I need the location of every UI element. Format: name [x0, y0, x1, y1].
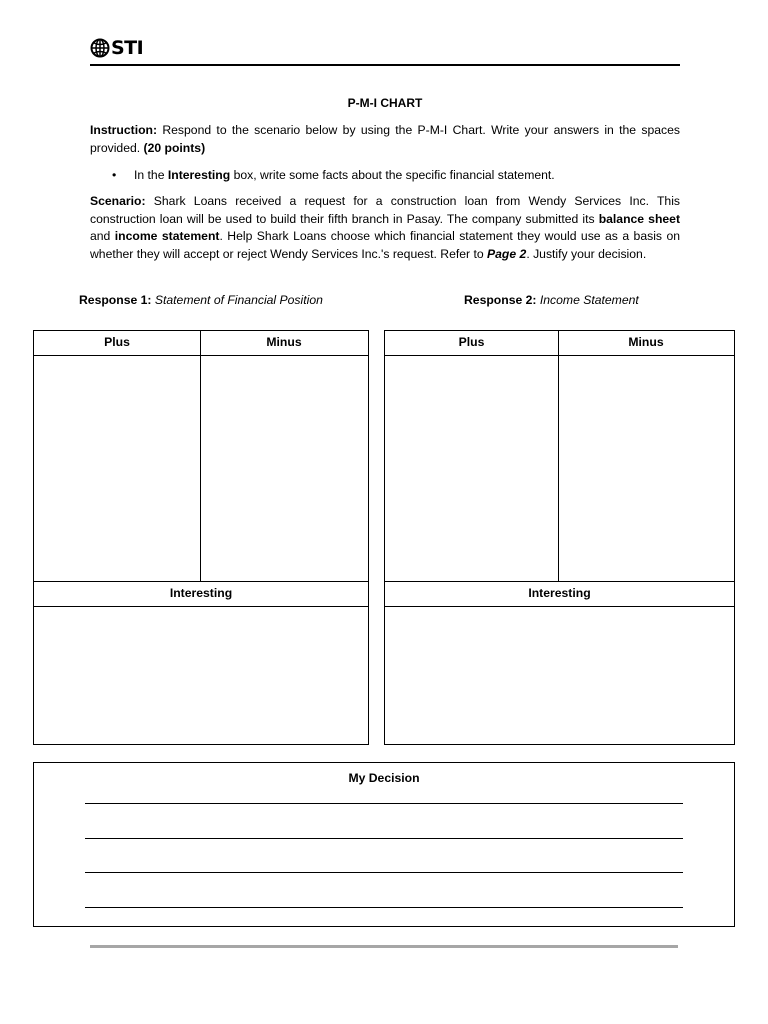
pmi-table-1-interesting-label: Interesting — [169, 586, 233, 600]
instruction-text: Respond to the scenario below by using the P-M-I Chart. Write your answers in the spaces provided. — [90, 123, 680, 155]
pmi-table-1-interesting-cell[interactable] — [34, 606, 368, 744]
scenario-text-3: . Help Shark Loans choose which financial statement they would use as a basis on whether they will accept or reject Wendy Services Inc.'s request. Refer to — [90, 229, 680, 261]
pmi-table-1-minus-label: Minus — [266, 335, 302, 349]
response-1 — [79, 293, 323, 307]
pmi-table-2-minus-label: Minus — [628, 335, 664, 349]
pmi-table-2-plus-cell[interactable] — [385, 355, 558, 581]
logo-text: STI — [111, 37, 144, 59]
instruction-points: (20 points) — [143, 140, 206, 155]
bullet-bold: Interesting — [167, 168, 231, 182]
scenario-bold-1: balance sheet — [598, 211, 680, 226]
pmi-table-2 — [384, 330, 735, 745]
bullet-item — [112, 168, 555, 182]
decision-line-4[interactable] — [85, 907, 683, 908]
decision-title: My Decision — [348, 771, 420, 785]
response-1-value: Statement of Financial Position — [154, 293, 323, 307]
scenario-text-4: . Justify your decision. — [526, 246, 647, 261]
pmi-table-1-minus-cell[interactable] — [201, 355, 368, 581]
response-1-label: Response 1: — [79, 293, 152, 307]
scenario-text-1: Shark Loans received a request for a construction loan from Wendy Services Inc. This construction loan will be used to build their fifth branch in Pasay. The company submitted its — [90, 194, 680, 226]
scenario-page-ref: Page 2 — [487, 246, 527, 261]
bullet-dot: • — [112, 168, 117, 182]
pmi-table-1 — [33, 330, 369, 745]
bullet-pre: In the — [134, 168, 168, 182]
pmi-table-2-interesting-cell[interactable] — [385, 606, 734, 744]
globe-icon — [90, 38, 110, 58]
page-title: P-M-I CHART — [347, 96, 423, 110]
instruction-paragraph — [90, 122, 680, 157]
instruction-label: Instruction: — [90, 123, 158, 137]
pmi-table-1-interesting-header — [34, 581, 368, 607]
scenario-text-2: and — [90, 229, 115, 244]
pmi-table-1-plus-label: Plus — [104, 335, 130, 349]
pmi-table-1-plus-cell[interactable] — [34, 355, 200, 581]
scenario-paragraph — [90, 193, 680, 263]
scenario-label: Scenario: — [90, 194, 146, 208]
decision-line-2[interactable] — [85, 838, 683, 839]
pmi-table-2-plus-label: Plus — [458, 335, 485, 349]
response-2 — [464, 293, 639, 307]
decision-line-1[interactable] — [85, 803, 683, 804]
bullet-post: box, write some facts about the specific financial statement. — [230, 168, 555, 182]
sti-logo — [90, 38, 143, 58]
pmi-table-2-minus-cell[interactable] — [559, 355, 734, 581]
decision-line-3[interactable] — [85, 872, 683, 873]
page-header — [90, 34, 680, 66]
pmi-table-2-interesting-label: Interesting — [528, 586, 591, 600]
response-2-label: Response 2: — [464, 293, 537, 307]
pmi-table-2-interesting-header — [385, 581, 734, 607]
scenario-bold-2: income statement — [114, 229, 220, 244]
decision-box — [33, 762, 735, 927]
footer-rule — [90, 945, 678, 948]
response-2-value: Income Statement — [539, 293, 639, 307]
